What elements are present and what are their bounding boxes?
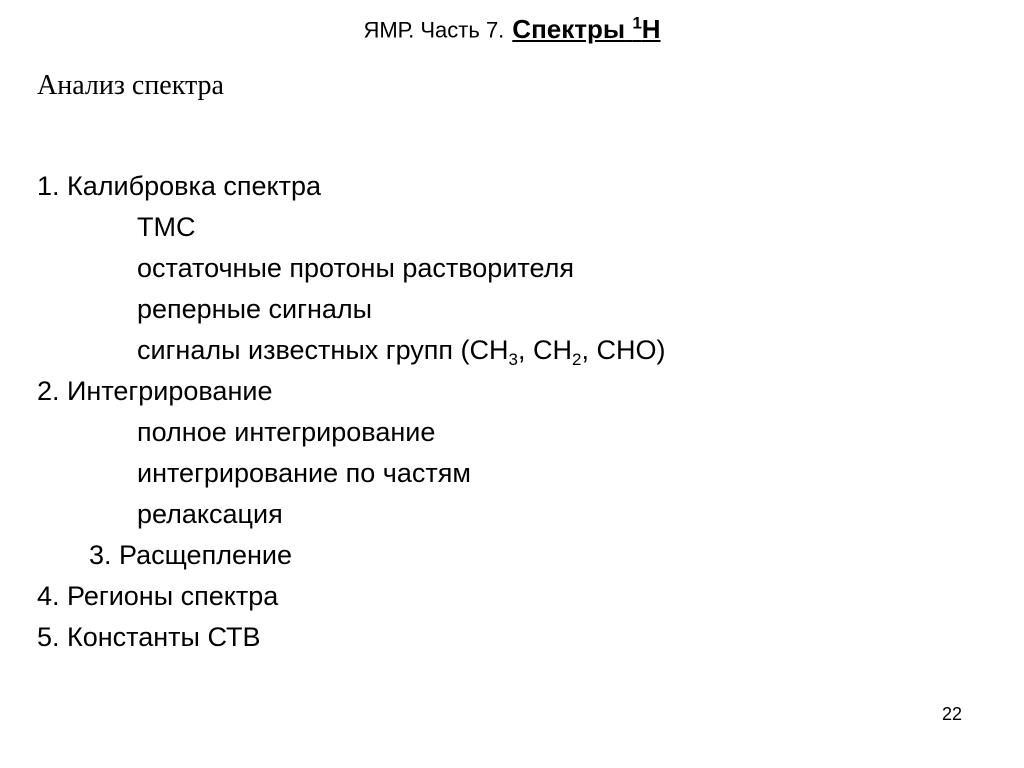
section-2-item: релаксация [137, 499, 283, 529]
slide-subtitle: Анализ спектра [37, 70, 224, 101]
title-superscript: 1 [632, 13, 642, 32]
groups-subscript-3: 3 [508, 350, 518, 369]
section-2-item: интегрирование по частям [137, 458, 471, 488]
section-1-title: 1. Калибровка спектра [37, 171, 322, 201]
section-2-item: полное интегрирование [137, 417, 436, 447]
section-4-title: 4. Регионы спектра [37, 581, 279, 611]
groups-suffix: , СНО) [581, 335, 666, 365]
section-2-title: 2. Интегрирование [37, 376, 273, 406]
outline-list [37, 166, 665, 658]
title-text: Спектры [512, 13, 626, 44]
groups-prefix: сигналы известных групп (СН [137, 335, 509, 365]
title-nucleus: Н [641, 13, 661, 44]
section-1-item-groups [37, 330, 665, 371]
groups-subscript-2: 2 [571, 350, 582, 369]
header-prefix: ЯМР. Часть 7. [363, 17, 505, 43]
section-1-item: ТМС [137, 212, 196, 242]
section-3-title: 3. Расщепление [89, 540, 292, 570]
slide-header [0, 13, 1024, 45]
slide-title [512, 14, 660, 44]
section-1-item: остаточные протоны растворителя [137, 253, 574, 283]
section-5-title: 5. Константы СТВ [37, 622, 261, 652]
page-number: 22 [942, 704, 963, 724]
section-1-item: реперные сигналы [137, 294, 373, 324]
groups-mid: , СН [517, 335, 572, 365]
